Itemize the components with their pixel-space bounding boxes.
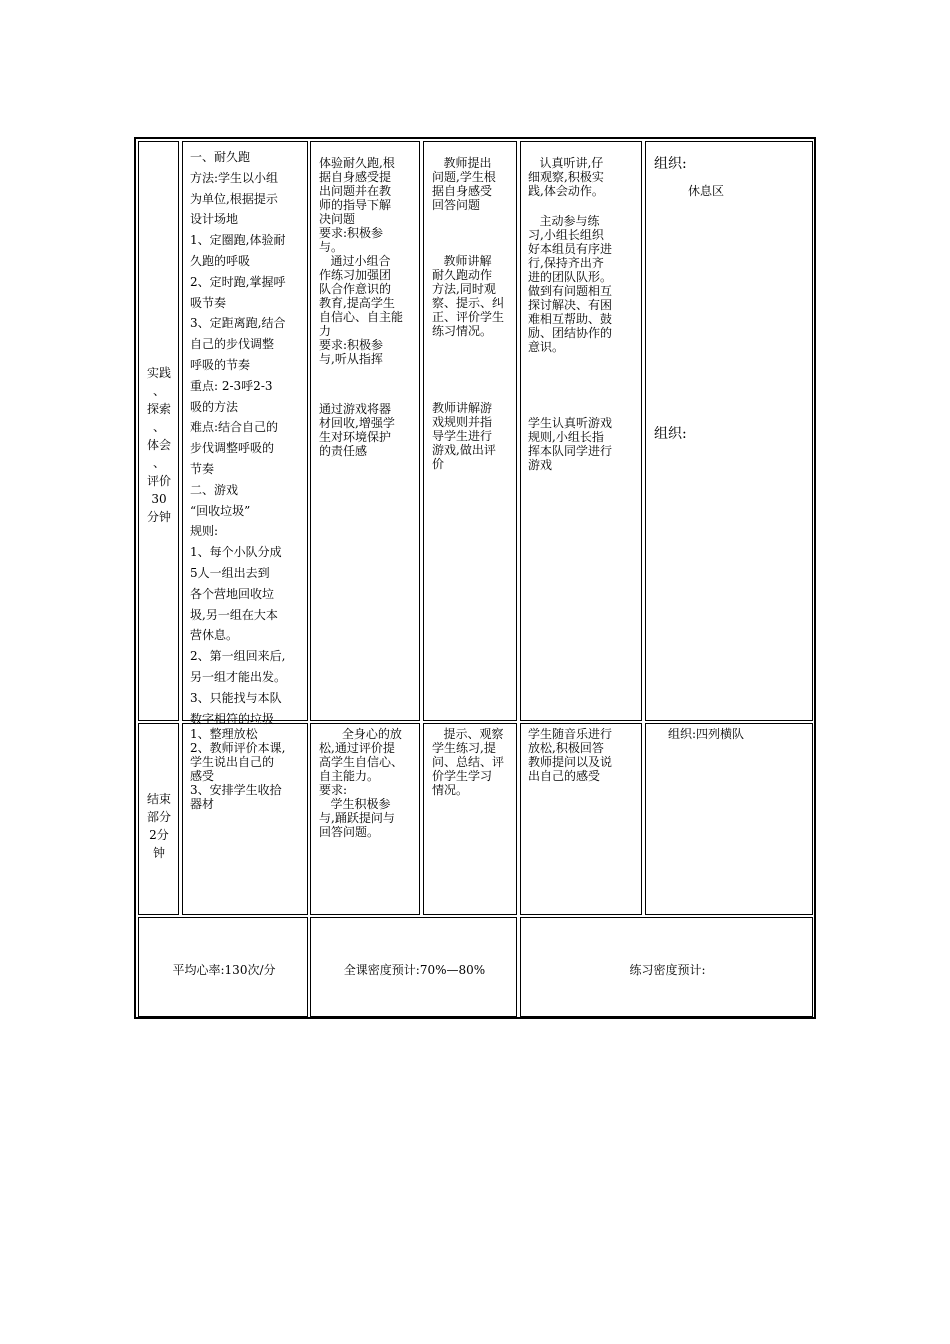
section2-student-cell xyxy=(520,723,642,915)
heart-rate-cell xyxy=(138,917,308,1017)
section1-teacher-cell xyxy=(423,141,517,721)
section1-student-b: 主动参与练 习,小组长组织 好本组员有序进 行,保持齐出齐 进的团队队形。 做到有问题相互 探讨解决、有困 难相互帮助、鼓 励、团结协作的 意识。 xyxy=(528,214,613,354)
section1-org-rest-area: 休息区 xyxy=(688,184,725,198)
course-density-cell xyxy=(310,917,517,1017)
lesson-plan-table xyxy=(134,137,816,1019)
section1-student-cell xyxy=(520,141,642,721)
section1-goal-a: 体验耐久跑,根 据自身感受提 出问题并在教 师的指导下解 决问题 要求:积极参 与。 通过小组合 作练习加强团 队合作意识的 教育,提高学生 自信心、自主能 力 要求:积极参 与,听从指挥 xyxy=(319,156,404,366)
section2-goal: 全身心的放 松,通过评价提 高学生自信心、 自主能力。 要求: 学生积极参 与,踊跃提问与 回答问题。 xyxy=(319,727,404,839)
section1-org-title: 组织: xyxy=(654,156,687,172)
section2-teacher-cell xyxy=(423,723,517,915)
section1-goal-cell xyxy=(310,141,420,721)
section1-teacher-b: 教师讲解 耐久跑动作 方法,同时观 察、提示、纠 正、评价学生 练习情况。 xyxy=(432,254,505,338)
section2-content-cell xyxy=(182,723,308,915)
section2-label: 结束 部分 2分 钟 xyxy=(146,792,171,860)
heart-rate: 平均心率:130次/分 xyxy=(172,963,276,977)
section1-org-cell xyxy=(645,141,813,721)
section2-org: 组织:四列横队 xyxy=(668,727,745,741)
section2-goal-cell xyxy=(310,723,420,915)
section2-content: 1、整理放松 2、教师评价本课, 学生说出自己的 感受 3、安排学生收拾 器材 xyxy=(190,727,286,811)
section1-content-cell xyxy=(182,141,308,726)
section1-teacher-c: 教师讲解游 戏规则并指 导学生进行 游戏,做出评 价 xyxy=(432,401,496,471)
section1-goal-b: 通过游戏将器 材回收,增强学 生对环境保护 的责任感 xyxy=(319,402,395,458)
practice-density-cell xyxy=(520,917,813,1017)
section1-student-a: 认真听讲,仔 细观察,积极实 践,体会动作。 xyxy=(528,156,604,198)
section2-label-cell xyxy=(138,723,179,915)
section1-student-c: 学生认真听游戏 规则,小组长指 挥本队同学进行 游戏 xyxy=(528,416,613,472)
section2-teacher: 提示、观察 学生练习,提 问、总结、评 价学生学习 情况。 xyxy=(432,727,505,797)
section2-org-cell xyxy=(645,723,813,915)
section1-label-cell xyxy=(138,141,179,721)
section1-org-title-2: 组织: xyxy=(654,426,687,442)
section2-student: 学生随音乐进行 放松,积极回答 教师提问以及说 出自己的感受 xyxy=(528,727,613,783)
section1-content: 一、耐久跑 方法:学生以小组 为单位,根据提示 设计场地 1、定圈跑,体验耐 久跑的呼吸 2、定时跑,掌握呼 吸节奏 3、定距离跑,结合 自己的步伐调整 呼吸的节奏 重点: 2-3呼2-3 吸的方法 难点:结合自己的 步伐调整呼吸的 节奏 二、游戏 “回收垃圾” 规则: 1、每个小队分成 5人一组出去到 各个营地回收垃 圾,另一组在大本 营休息。 2、第一组回来后, 另一组才能出发。 3、只能找与本队 数字相符的垃圾 xyxy=(190,150,287,726)
practice-density: 练习密度预计: xyxy=(629,963,706,977)
section1-teacher-a: 教师提出 问题,学生根 据自身感受 回答问题 xyxy=(432,156,496,212)
section1-label: 实践 、 探索 、 体会 、 评价 30 分钟 xyxy=(146,366,171,524)
course-density: 全课密度预计:70%—80% xyxy=(343,963,486,977)
